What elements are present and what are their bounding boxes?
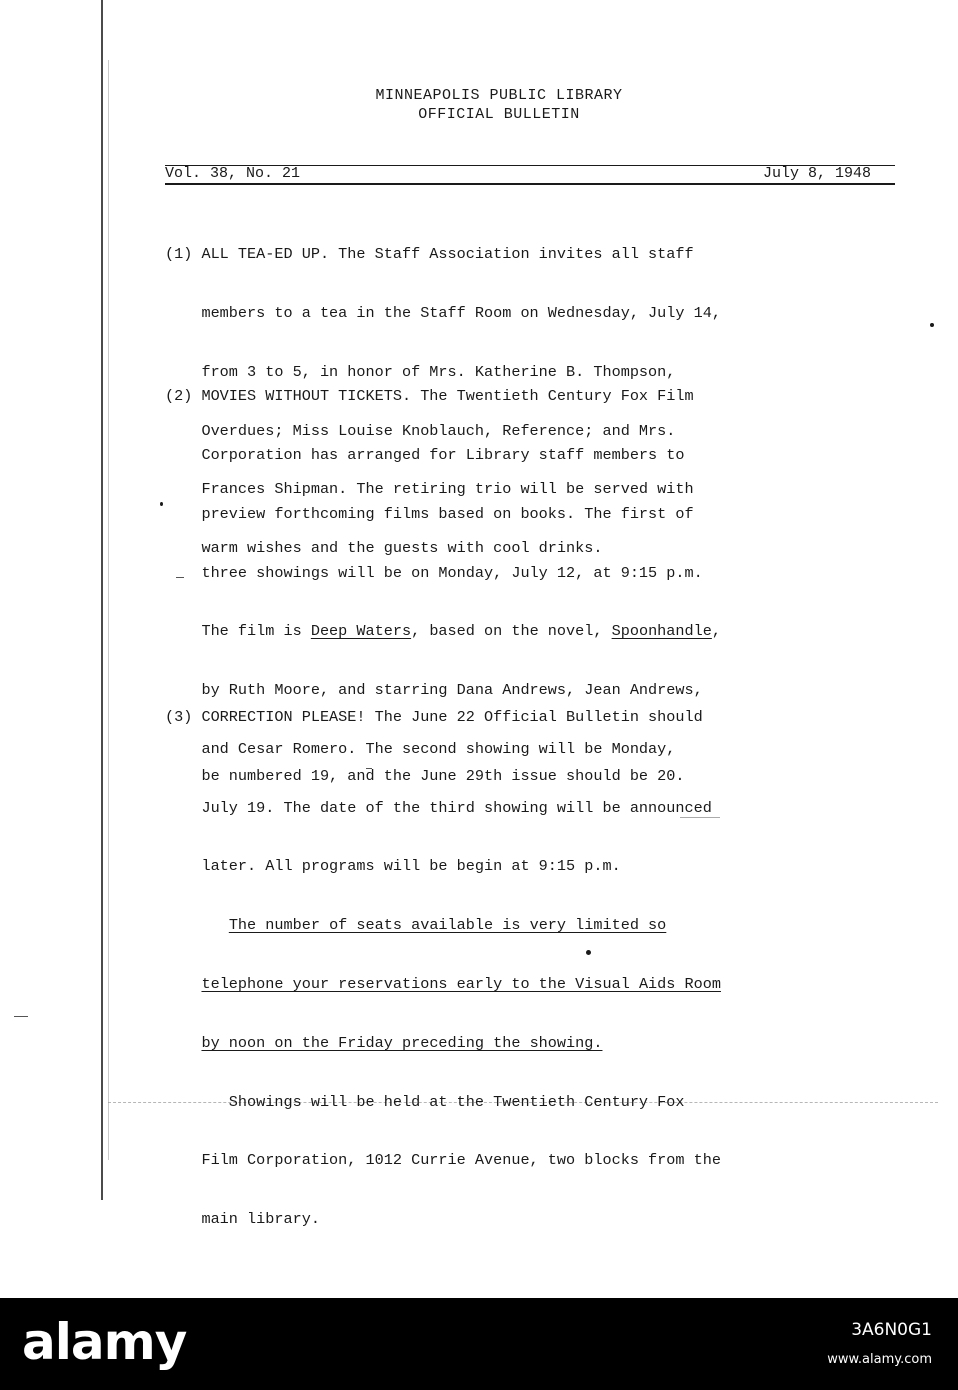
watermark-footer-band (0, 1298, 958, 1390)
stray-mark (14, 1016, 28, 1017)
text-line: members to a tea in the Staff Room on Wednesday, July 14, (165, 303, 721, 322)
film-title: Deep Waters (310, 622, 412, 641)
text-line: (3) CORRECTION PLEASE! The June 22 Official Bulletin should (165, 708, 703, 727)
text-line: Frances Shipman. The retiring trio will be served with (165, 480, 694, 499)
text-fragment: , (711, 622, 721, 641)
logo-text: alamy (22, 1313, 187, 1371)
novel-title: Spoonhandle (611, 622, 712, 641)
text-line: (2) MOVIES WITHOUT TICKETS. The Twentieth Century Fox Film (165, 387, 694, 406)
volume-number: Vol. 38, No. 21 (165, 165, 301, 182)
text-line: July 19. The date of the third showing will be announced (165, 798, 712, 817)
text-line: Overdues; Miss Louise Knoblauch, Reference; and Mrs. (165, 421, 676, 440)
text-line: warm wishes and the guests with cool drinks. (165, 539, 603, 558)
binding-edge-line (101, 0, 103, 1200)
underlined-notice: telephone your reservations early to the Visual Aids Room (201, 975, 721, 993)
text-line: preview forthcoming films based on books. The first of (165, 504, 694, 523)
text-line: Film Corporation, 1012 Currie Avenue, two blocks from the (165, 1151, 721, 1170)
text-line (165, 916, 721, 936)
text-fragment: , based on the novel, (411, 622, 612, 641)
indent (165, 975, 201, 993)
binding-edge-shadow (108, 60, 109, 1160)
issue-date: July 8, 1948 (762, 165, 871, 182)
text-line: (1) ALL TEA-ED UP. The Staff Association invites all staff (165, 245, 694, 264)
alamy-logo (22, 1310, 222, 1374)
indent (165, 1034, 201, 1052)
indent (165, 916, 229, 934)
bulletin-title: OFFICIAL BULLETIN (418, 106, 580, 123)
underlined-notice: The number of seats available is very limited so (228, 916, 667, 935)
text-line (165, 975, 721, 995)
text-line: Corporation has arranged for Library staff members to (165, 445, 685, 464)
stock-image-id: 3A6N0G1 (851, 1320, 932, 1340)
underlined-notice: by noon on the Friday preceding the showing. (201, 1033, 603, 1052)
text-line: and Cesar Romero. The second showing will be Monday, (165, 739, 676, 758)
stray-dot (160, 502, 163, 506)
library-name: MINNEAPOLIS PUBLIC LIBRARY (375, 87, 623, 104)
text-line (165, 622, 721, 642)
text-fragment: The film is (165, 622, 311, 641)
text-line: later. All programs will be begin at 9:15 p.m. (165, 857, 621, 876)
volume-date-line (165, 163, 895, 185)
text-line (165, 1034, 721, 1054)
stray-dot (930, 323, 934, 327)
text-line: by Ruth Moore, and starring Dana Andrews, Jean Andrews, (165, 681, 703, 700)
text-line: be numbered 19, and the June 29th issue should be 20. (165, 766, 685, 785)
stock-url: www.alamy.com (827, 1352, 932, 1367)
text-line: from 3 to 5, in honor of Mrs. Katherine B. Thompson, (165, 362, 676, 381)
text-line: Showings will be held at the Twentieth Century Fox (165, 1092, 685, 1111)
text-line: main library. (165, 1210, 320, 1229)
bulletin-item-3 (165, 669, 703, 826)
text-line: three showings will be on Monday, July 12, at 9:15 p.m. (165, 563, 703, 582)
